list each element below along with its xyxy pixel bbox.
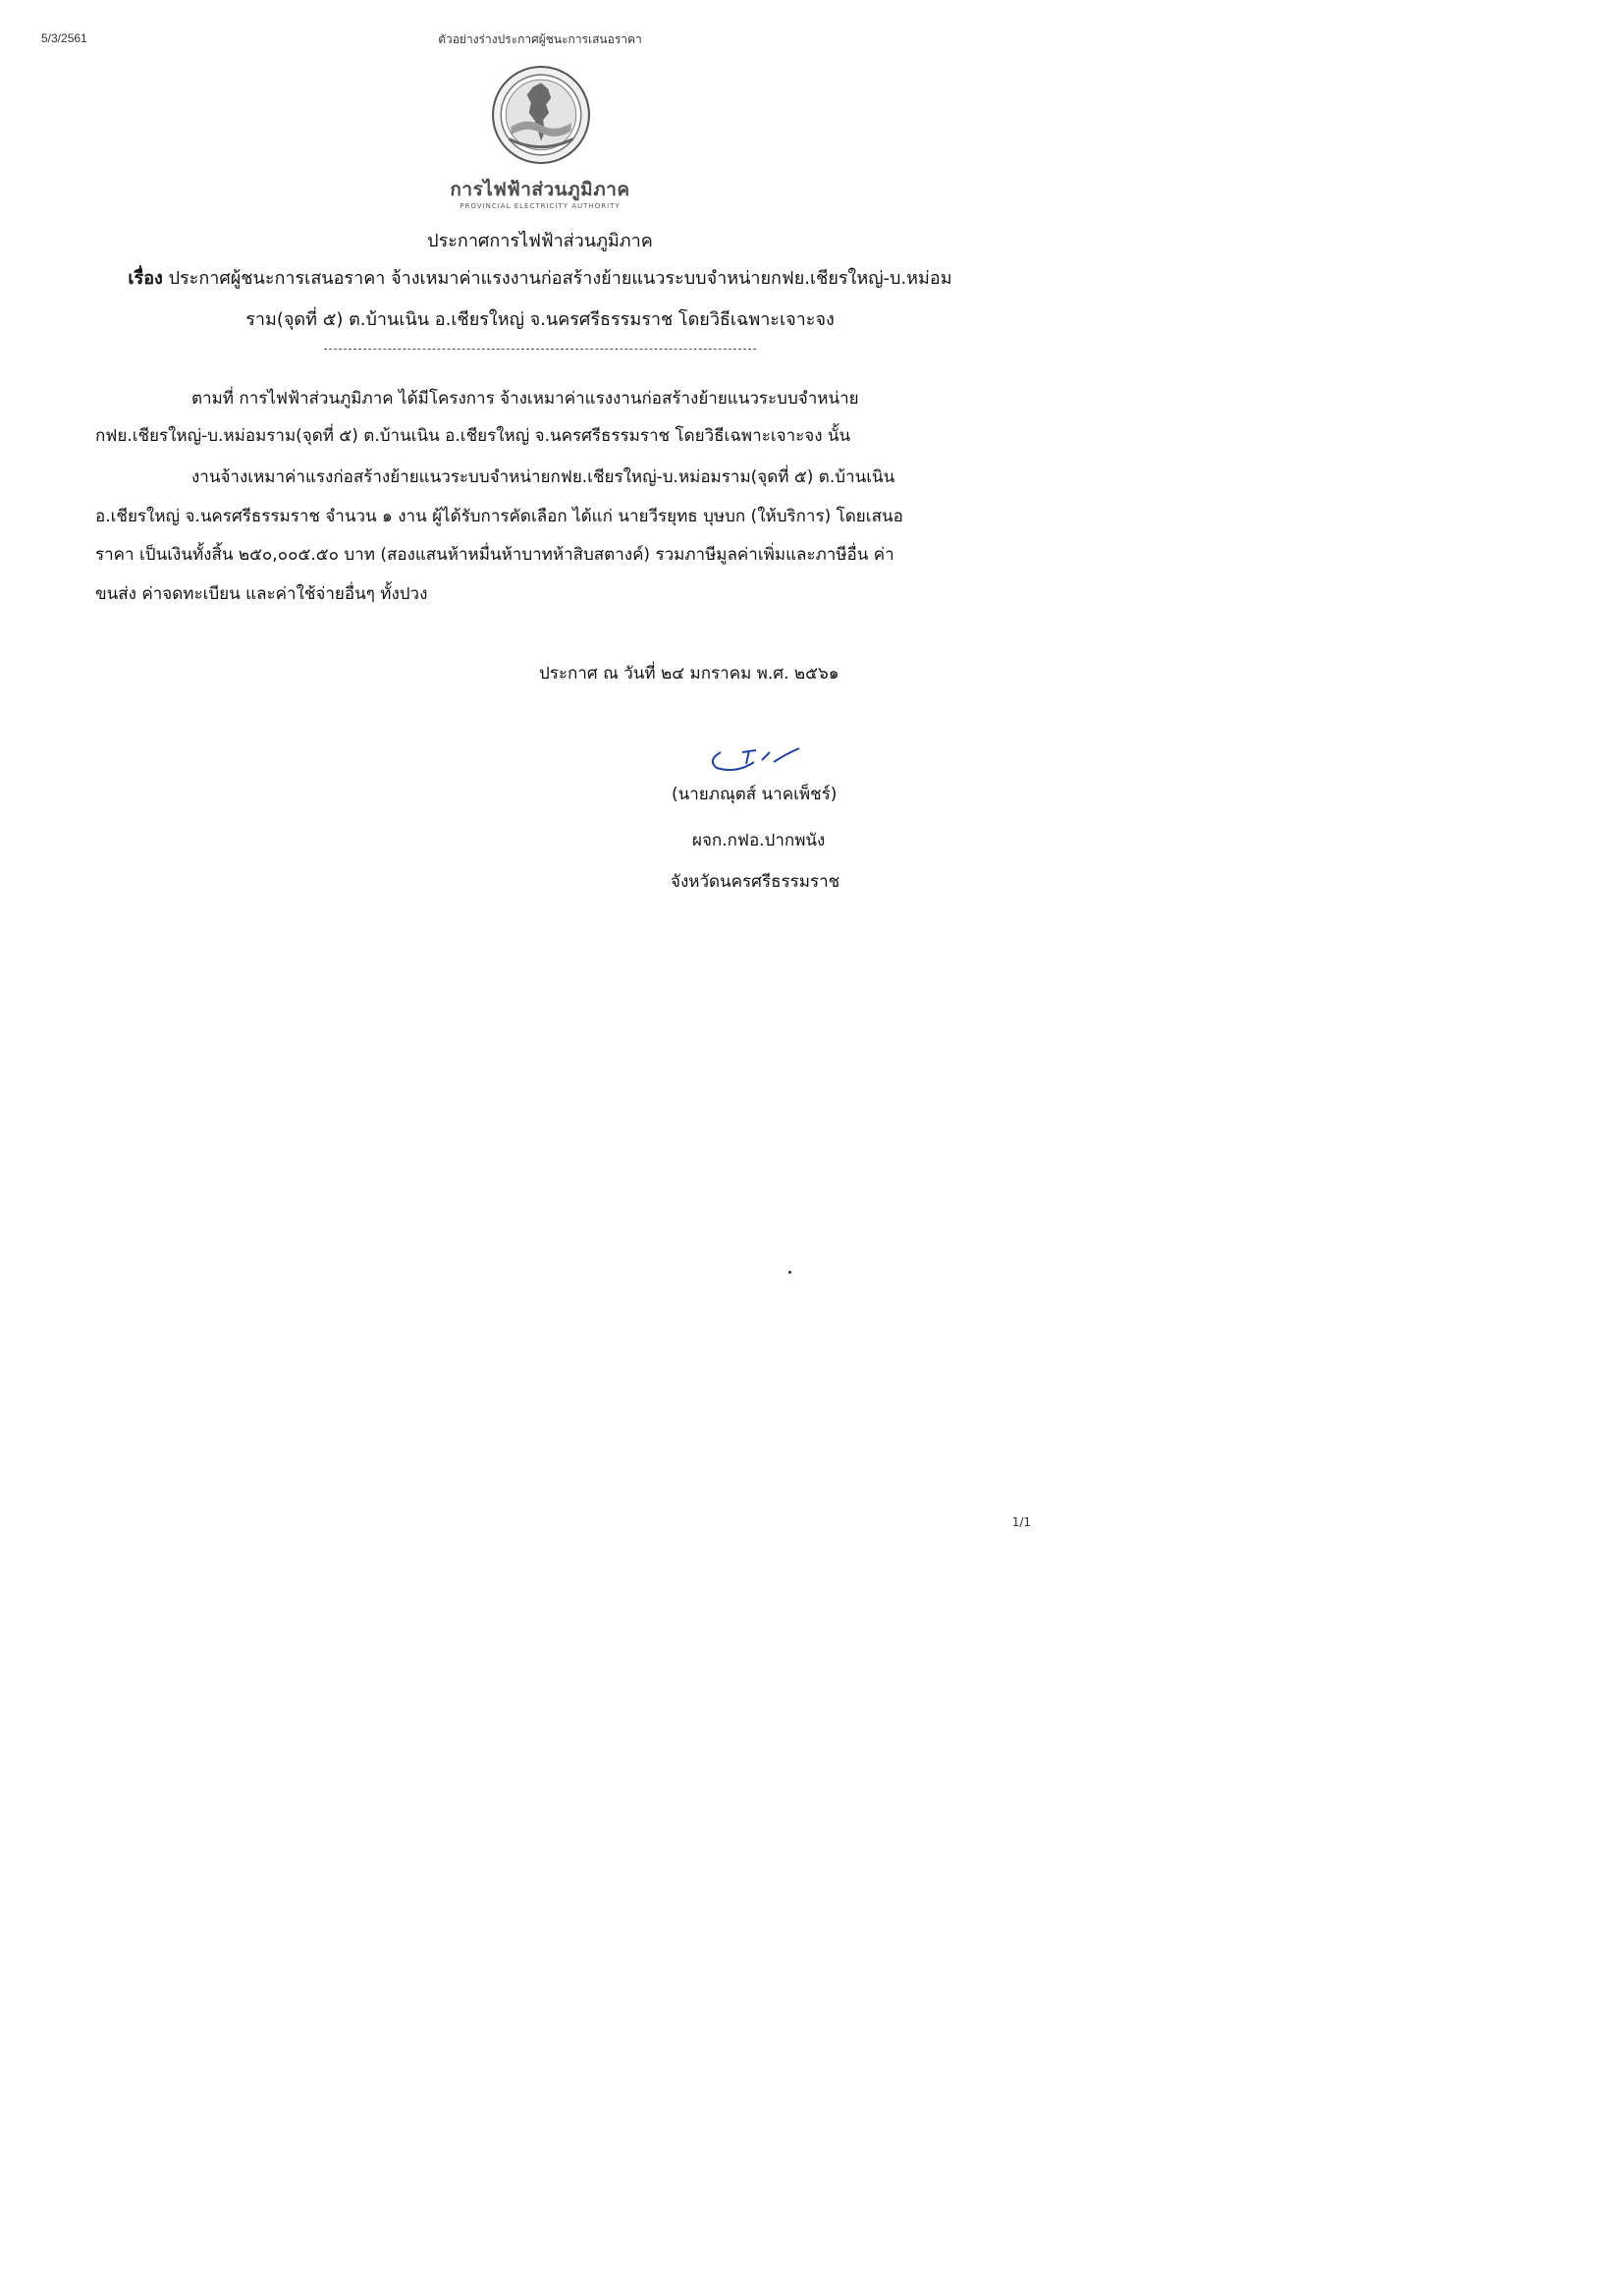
pea-emblem-logo (491, 65, 591, 165)
subject-text-1: ประกาศผู้ชนะการเสนอราคา จ้างเหมาค่าแรงงานก่อสร้างย้ายแนวระบบจำหน่ายกฟย.เชียรใหญ่-บ.หม่อม (168, 268, 952, 289)
announcement-title: ประกาศการไฟฟ้าส่วนภูมิภาค (427, 231, 653, 251)
announcement-date: ประกาศ ณ วันที่ ๒๔ มกราคม พ.ศ. ๒๕๖๑ (539, 664, 839, 683)
paragraph-2-line-1: งานจ้างเหมาค่าแรงก่อสร้างย้ายแนวระบบจำหน่ายกฟย.เชียรใหญ่-บ.หม่อมราม(จุดที่ ๕) ต.บ้านเนิน (191, 467, 895, 487)
paragraph-2-line-3: ราคา เป็นเงินทั้งสิ้น ๒๕๐,๐๐๕.๕๐ บาท (สองแสนห้าหมื่นห้าบาทห้าสิบสตางค์) รวมภาษีมูลค่าเพิ่มและภาษีอื่น ค่า (95, 545, 894, 565)
org-name-english: PROVINCIAL ELECTRICITY AUTHORITY (460, 202, 621, 210)
signer-position: ผจก.กฟอ.ปากพนัง (692, 831, 826, 850)
subject-line-2: ราม(จุดที่ ๕) ต.บ้านเนิน อ.เชียรใหญ่ จ.นครศรีธรรมราช โดยวิธีเฉพาะเจาะจง (245, 309, 835, 330)
signer-province: จังหวัดนครศรีธรรมราช (671, 872, 840, 892)
scan-speck (788, 1271, 791, 1274)
page-number: 1/1 (1011, 1515, 1031, 1528)
org-name-thai: การไฟฟ้าส่วนภูมิภาค (450, 179, 630, 200)
print-date: 5/3/2561 (41, 31, 87, 45)
paragraph-1-line-1: ตามที่ การไฟฟ้าส่วนภูมิภาค ได้มีโครงการ จ้างเหมาค่าแรงงานก่อสร้างย้ายแนวระบบจำหน่าย (191, 389, 859, 409)
subject-line-1 (88, 263, 992, 292)
paragraph-2-line-2: อ.เชียรใหญ่ จ.นครศรีธรรมราช จำนวน ๑ งาน ผู้ได้รับการคัดเลือก ได้แก่ นายวีรยุทธ บุษบก (ให้บริการ) โดยเสนอ (95, 507, 903, 526)
paragraph-2-line-4: ขนส่ง ค่าจดทะเบียน และค่าใช้จ่ายอื่นๆ ทั้งปวง (95, 584, 428, 604)
paragraph-1-line-2: กฟย.เชียรใหญ่-บ.หม่อมราม(จุดที่ ๕) ต.บ้านเนิน อ.เชียรใหญ่ จ.นครศรีธรรมราช โดยวิธีเฉพาะเจาะจง นั้น (95, 426, 851, 446)
document-page (0, 0, 1080, 1528)
divider (324, 349, 756, 350)
handwritten-signature (703, 738, 813, 778)
print-header-title: ตัวอย่างร่างประกาศผู้ชนะการเสนอราคา (438, 32, 642, 46)
subject-label: เรื่อง (128, 268, 163, 289)
signer-name: (นายภณุตส์ นาคเพ็ชร์) (672, 785, 838, 804)
